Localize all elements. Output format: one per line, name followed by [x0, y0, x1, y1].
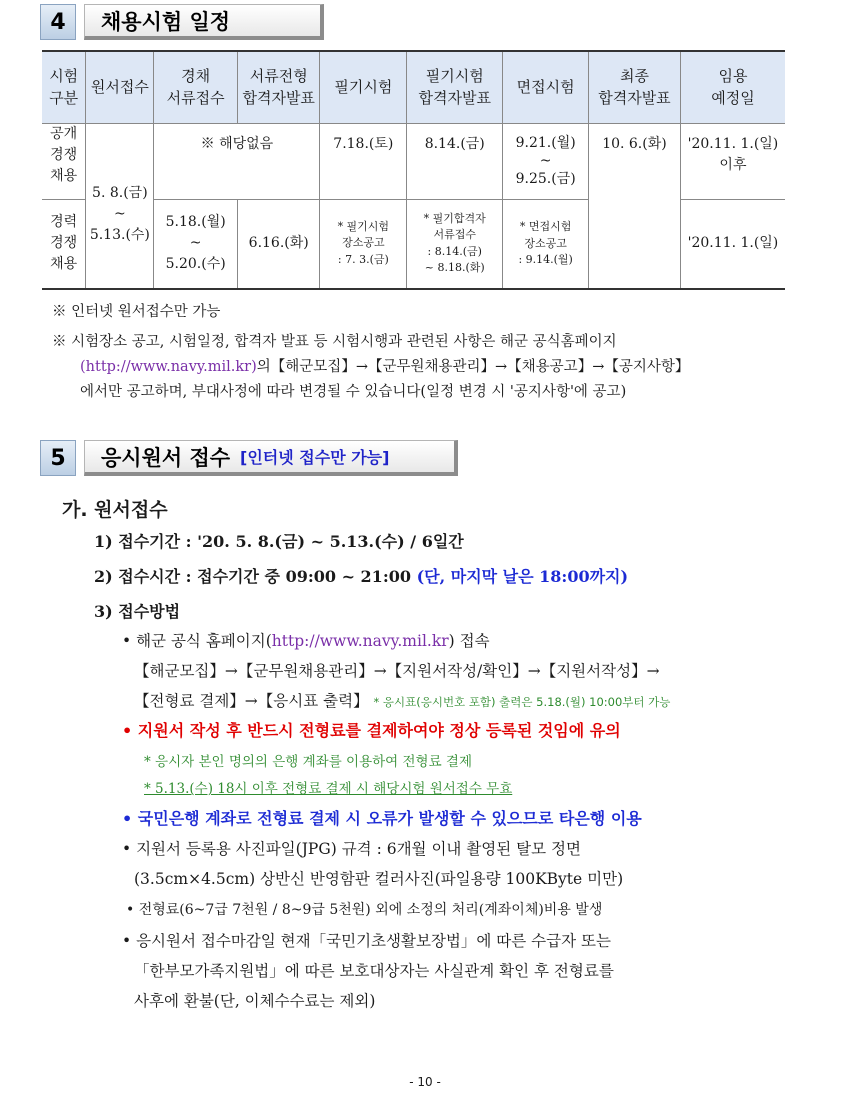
page-number: - 10 - [409, 1075, 441, 1089]
appointment-cell: '20.11. 1.(일) [680, 199, 785, 289]
menu-path-text: 【전형료 결제】→【응시표 출력】 [134, 692, 369, 710]
final-result-cell: 10. 6.(화) [588, 123, 680, 289]
refund-line: 사후에 환불(단, 이체수수료는 제외) [134, 992, 376, 1010]
header-cell: 면접시험 [503, 51, 589, 123]
photo-spec-line: (3.5cm×4.5cm) 상반신 반영함판 컬러사진(파일용량 100KByte 미만) [134, 870, 624, 888]
bullet-payment-warning: • 지원서 작성 후 반드시 전형료를 결제하여야 정상 등록된 것임에 유의 [122, 721, 621, 740]
receipt-time-text: 2) 접수시간 : 접수기간 중 09:00 ~ 21:00 [94, 567, 411, 586]
receipt-time-note: (단, 마지막 날은 18:00까지) [416, 567, 629, 586]
section-title [84, 440, 458, 476]
refund-line: 「한부모가족지원법」에 따른 보호대상자는 사실관계 확인 후 전형료를 [134, 962, 614, 980]
application-period-cell: 5. 8.(금) ~ 5.13.(수) [86, 123, 154, 289]
exam-type-cell: 경력 경쟁 채용 [42, 199, 86, 289]
header-cell: 원서접수 [86, 51, 154, 123]
navy-url-link[interactable]: (http://www.navy.mil.kr) [80, 359, 257, 375]
written-result-cell: 8.14.(금) [407, 123, 503, 199]
table-row [42, 123, 785, 199]
schedule-table [42, 50, 785, 290]
receipt-period: 1) 접수기간 : '20. 5. 8.(금) ~ 5.13.(수) / 6일간 [94, 532, 464, 551]
bullet-text: • 해군 공식 홈페이지( [122, 632, 272, 650]
exam-type-cell: 공개 경쟁 채용 [42, 123, 86, 199]
payment-subnote: * 응시자 본인 명의의 은행 계좌를 이용하여 전형료 결제 [144, 754, 472, 770]
receipt-time [94, 564, 628, 587]
header-cell: 시험 구분 [42, 51, 86, 123]
section-number: 4 [40, 4, 76, 40]
interview-note-cell: * 면접시험 장소공고 : 9.14.(월) [503, 199, 589, 289]
doc-result-cell: 6.16.(화) [237, 199, 320, 289]
print-note: * 응시표(응시번호 포함) 출력은 5.18.(월) 10:00부터 가능 [373, 695, 671, 709]
not-applicable-cell: ※ 해당없음 [154, 123, 320, 199]
table-header-row [42, 51, 785, 123]
bullet-fee: • 전형료(6~7급 7천원 / 8~9급 5천원) 외에 소정의 처리(계좌이체)비용 발생 [126, 902, 603, 918]
note-path: 의【해군모집】→【군무원채용관리】→【채용공고】→【공지사항】 [256, 359, 690, 375]
subsection-title: 가. 원서접수 [62, 499, 168, 521]
receipt-method: 3) 접수방법 [94, 602, 181, 621]
homepage-url-link[interactable]: http://www.navy.mil.kr [271, 632, 449, 650]
header-cell: 서류전형 합격자발표 [237, 51, 320, 123]
bullet-homepage [122, 629, 490, 651]
section-title: 채용시험 일정 [84, 4, 324, 40]
note-line: 에서만 공고하며, 부대사정에 따라 변경될 수 있습니다(일정 변경 시 '공지사항'에 공고) [80, 384, 627, 400]
bullet-kb-bank-warning: • 국민은행 계좌로 전형료 결제 시 오류가 발생할 수 있으므로 타은행 이용 [122, 809, 642, 828]
written-exam-cell: 7.18.(토) [320, 123, 407, 199]
appointment-cell: '20.11. 1.(일) 이후 [680, 123, 785, 199]
note-line: ※ 시험장소 공고, 시험일정, 합격자 발표 등 시험시행과 관련된 사항은 해군 공식홈페이지 [52, 334, 617, 350]
bullet-refund: • 응시원서 접수마감일 현재「국민기초생활보장법」에 따른 수급자 또는 [122, 932, 611, 950]
header-cell: 경채 서류접수 [154, 51, 238, 123]
interview-cell: 9.21.(월) ~ 9.25.(금) [503, 123, 589, 199]
header-cell: 필기시험 합격자발표 [407, 51, 503, 123]
bullet-text: ) 접속 [448, 632, 490, 650]
bullet-photo-spec: • 지원서 등록용 사진파일(JPG) 규격 : 6개월 이내 촬영된 탈모 정면 [122, 840, 581, 858]
note-announcement [52, 330, 689, 405]
written-note-cell: * 필기시험 장소공고 : 7. 3.(금) [320, 199, 407, 289]
menu-path-line: 【해군모집】→【군무원채용관리】→【지원서작성/확인】→【지원서작성】→ [134, 662, 660, 680]
note-line [52, 355, 689, 380]
payment-deadline-note: * 5.13.(수) 18시 이후 전형료 결제 시 해당시험 원서접수 무효 [144, 781, 513, 797]
header-cell: 임용 예정일 [680, 51, 785, 123]
section-subtitle: [인터넷 접수만 가능] [240, 448, 390, 467]
doc-receipt-cell: 5.18.(월) ~ 5.20.(수) [154, 199, 238, 289]
written-result-note-cell: * 필기합격자 서류접수 : 8.14.(금) ~ 8.18.(화) [407, 199, 503, 289]
menu-path-line [134, 689, 670, 711]
note-online-only: ※ 인터넷 원서접수만 가능 [52, 304, 221, 320]
section-title-text: 응시원서 접수 [101, 445, 231, 470]
section-number: 5 [40, 440, 76, 476]
header-cell: 최종 합격자발표 [588, 51, 680, 123]
header-cell: 필기시험 [320, 51, 407, 123]
